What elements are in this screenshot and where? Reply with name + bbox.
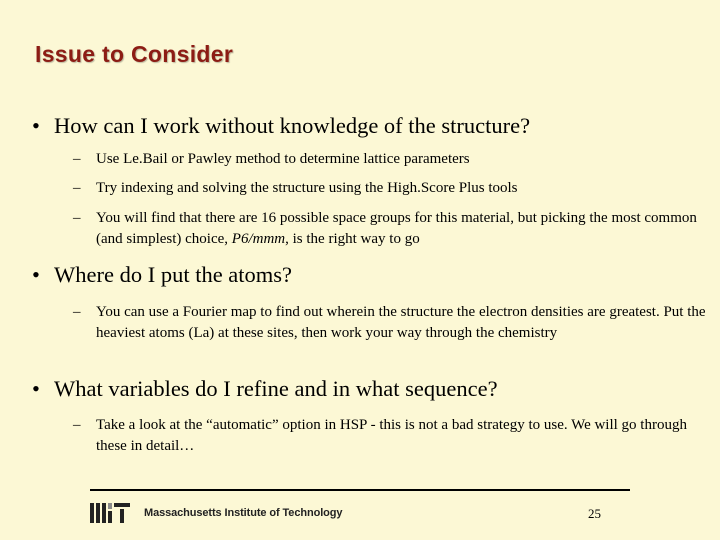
bullet-1 <box>32 113 712 139</box>
page-number: 25 <box>588 506 601 521</box>
bullet-dot: • <box>32 262 40 287</box>
dash-marker: – <box>73 304 81 320</box>
mit-logo <box>90 500 344 526</box>
bullet-2 <box>32 262 712 288</box>
mit-logo-icon <box>90 501 130 525</box>
bullet-1-subitem-1 <box>73 149 713 170</box>
bullet-3-subitem-1 <box>73 415 713 457</box>
bullet-2-subitem-1-text: You can use a Fourier map to find out wherein the structure the electron densities are greatest. Put the heaviest atoms (La) at these sites, then work your way through the chemistry <box>96 304 706 341</box>
bullet-2-text: Where do I put the atoms? <box>54 262 293 287</box>
dash-marker: – <box>73 151 81 167</box>
bullet-3-subitem-1-text: Take a look at the “automatic” option in HSP - this is not a bad strategy to use. We will go through these in detail… <box>96 417 687 454</box>
bullet-1-subitem-2 <box>73 178 713 199</box>
dash-marker: – <box>73 210 81 226</box>
space-group-symbol: P6/mmm <box>231 231 286 247</box>
dash-marker: – <box>73 417 81 433</box>
subitem-text-part: , is the right way to go <box>285 231 420 247</box>
bullet-dot: • <box>32 376 40 401</box>
bullet-3-text: What variables do I refine and in what sequence? <box>54 376 498 401</box>
bullet-1-subitem-1-text: Use Le.Bail or Pawley method to determine lattice parameters <box>96 151 470 167</box>
bullet-dot: • <box>32 113 40 138</box>
bullet-1-text: How can I work without knowledge of the structure? <box>54 113 531 138</box>
slide-title: Issue to Consider <box>35 41 234 67</box>
subitem-text-part: You will find that there are 16 possible space groups for this material, but picking the most common (and simplest) choice, <box>96 210 697 247</box>
bullet-1-subitem-3 <box>73 208 713 250</box>
bullet-1-subitem-3-text <box>96 208 713 250</box>
logo-text: Massachusetts Institute of Technology <box>144 507 343 519</box>
bullet-3 <box>32 376 712 402</box>
bullet-2-subitem-1 <box>73 302 713 344</box>
bullet-1-subitem-2-text: Try indexing and solving the structure using the High.Score Plus tools <box>96 180 518 196</box>
footer-divider <box>90 489 630 491</box>
dash-marker: – <box>73 180 81 196</box>
